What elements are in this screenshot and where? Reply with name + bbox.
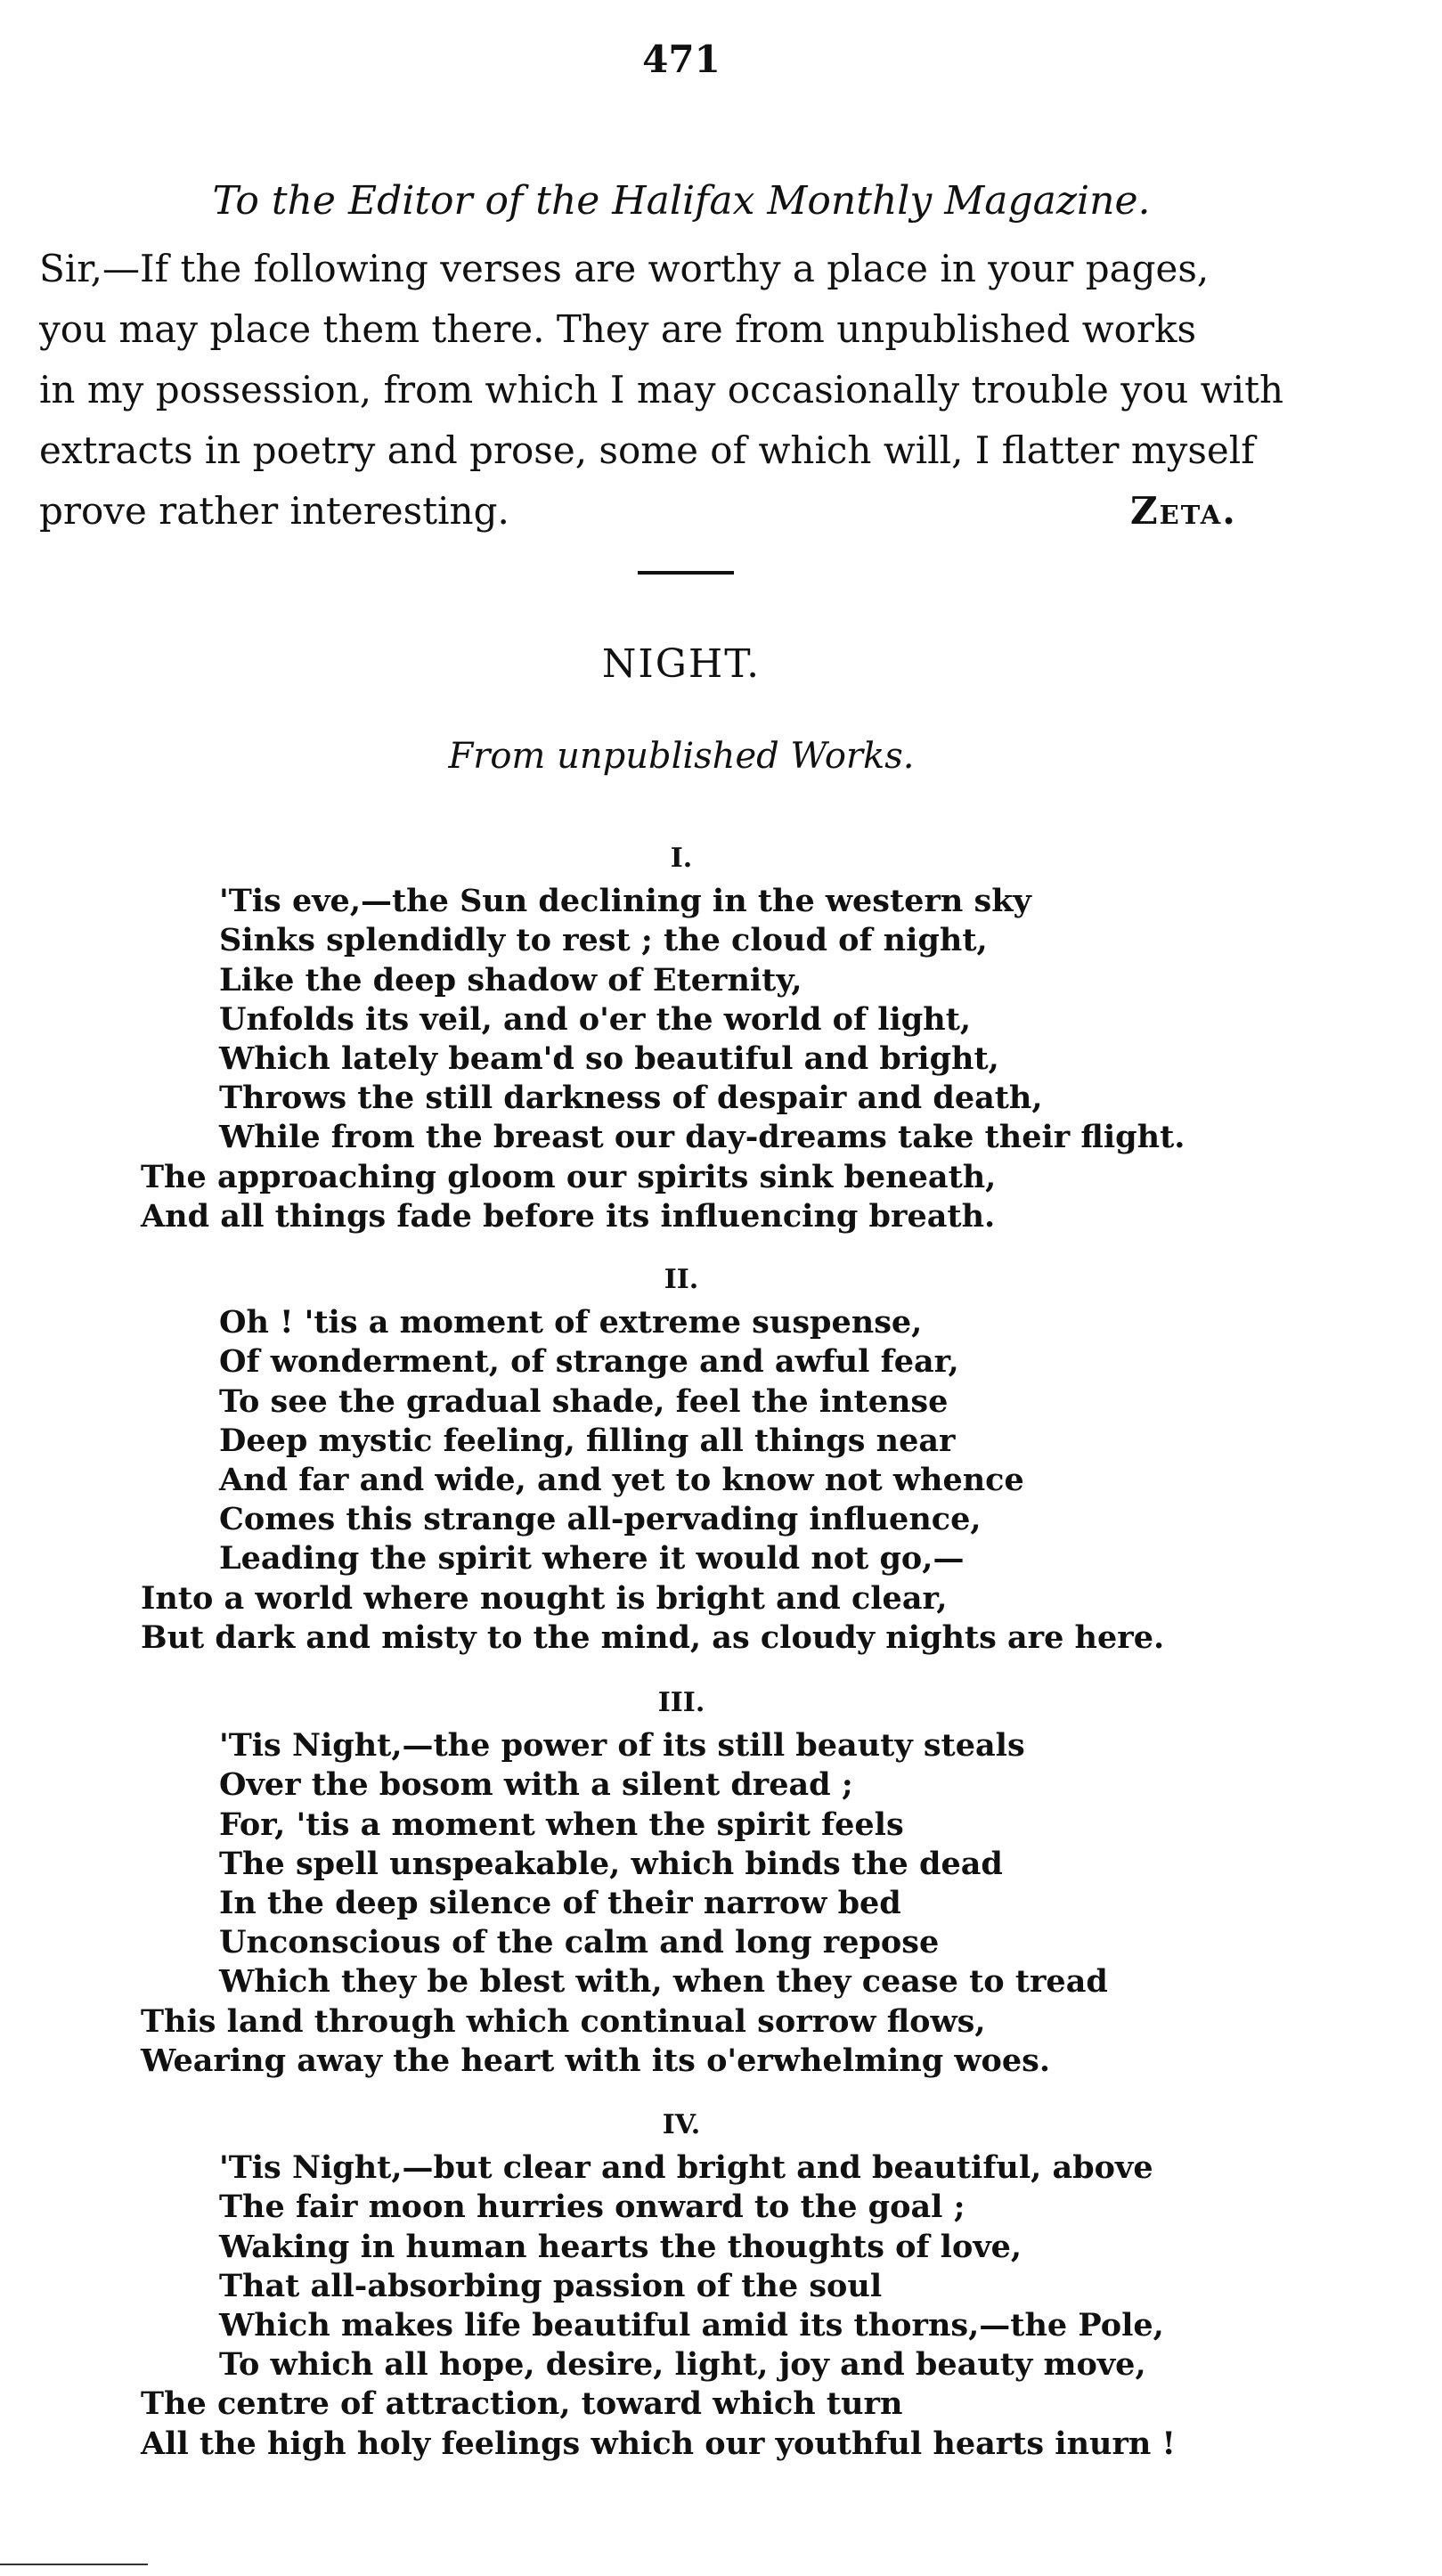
letter-signature: Zeta. — [1130, 489, 1237, 533]
poem-stanza-1 — [0, 839, 1363, 1236]
verse-line: Leading the spirit where it would not go,— — [219, 1540, 965, 1577]
verse-line: Comes this strange all-pervading influence, — [219, 1501, 982, 1538]
verse-line: In the deep silence of their narrow bed — [219, 1885, 901, 1922]
verse-line: Waking in human hearts the thoughts of love, — [219, 2228, 1022, 2265]
verse-line: Which lately beam'd so beautiful and bright, — [219, 1040, 999, 1078]
stanza-number: I. — [670, 843, 693, 874]
editor-letter — [39, 239, 1340, 542]
letter-line: in my possession, from which I may occasionally trouble you with — [39, 368, 1283, 412]
verse-line: While from the breast our day-dreams take their flight. — [219, 1119, 1185, 1156]
stanza-number: III. — [657, 1687, 705, 1718]
letter-line: prove rather interesting. — [39, 489, 509, 533]
verse-line: Into a world where nought is bright and clear, — [141, 1579, 948, 1617]
verse-line: And far and wide, and yet to know not whence — [219, 1462, 1024, 1499]
dedication-heading: To the Editor of the Halifax Monthly Magazine. — [212, 178, 1151, 224]
verse-line: Oh ! 'tis a moment of extreme suspense, — [219, 1304, 923, 1341]
section-divider — [638, 571, 734, 575]
verse-line: Unconscious of the calm and long repose — [219, 1924, 940, 1961]
verse-line: Unfolds its veil, and o'er the world of light, — [219, 1000, 972, 1038]
verse-line: The centre of attraction, toward which turn — [141, 2385, 903, 2423]
verse-line: And all things fade before its influencing breath. — [141, 1197, 996, 1235]
verse-line: To which all hope, desire, light, joy and beauty move, — [219, 2346, 1146, 2384]
poem-title: NIGHT. — [601, 641, 762, 687]
letter-line: Sir,—If the following verses are worthy a place in your pages, — [39, 247, 1210, 290]
stanza-number: IV. — [662, 2109, 701, 2140]
verse-line: This land through which continual sorrow flows, — [141, 2002, 986, 2040]
stanza-number: II. — [664, 1264, 699, 1295]
letter-line: extracts in poetry and prose, some of which will, I flatter myself — [39, 428, 1255, 472]
page-number: 471 — [642, 37, 721, 81]
verse-line: The fair moon hurries onward to the goal ; — [219, 2189, 965, 2226]
poem-subtitle: From unpublished Works. — [448, 736, 915, 777]
verse-line: Throws the still darkness of despair and death, — [219, 1080, 1043, 1117]
verse-line: The spell unspeakable, which binds the dead — [219, 1845, 1003, 1882]
verse-line: Sinks splendidly to rest ; the cloud of night, — [219, 922, 988, 959]
poem-stanza-4 — [0, 2106, 1363, 2464]
verse-line: Deep mystic feeling, filling all things near — [219, 1422, 956, 1459]
verse-line: Over the bosom with a silent dread ; — [219, 1766, 853, 1804]
verse-line: To see the gradual shade, feel the intense — [219, 1382, 949, 1420]
verse-line: 'Tis Night,—the power of its still beauty steals — [219, 1727, 1025, 1765]
verse-line: That all-absorbing passion of the soul — [219, 2267, 883, 2304]
verse-line: All the high holy feelings which our youthful hearts inurn ! — [141, 2425, 1176, 2462]
verse-line: Wearing away the heart with its o'erwhelming woes. — [141, 2042, 1051, 2079]
verse-line: But dark and misty to the mind, as cloudy nights are here. — [141, 1618, 1165, 1656]
letter-line: you may place them there. They are from unpublished works — [39, 307, 1197, 351]
poem-stanza-2 — [0, 1260, 1363, 1658]
verse-line: The approaching gloom our spirits sink beneath, — [141, 1158, 997, 1195]
page-edge-rule — [0, 2564, 148, 2565]
verse-line: Like the deep shadow of Eternity, — [219, 961, 802, 999]
poem-stanza-3 — [0, 1683, 1363, 2081]
verse-line: Which makes life beautiful amid its thorns,—the Pole, — [219, 2307, 1164, 2344]
letter-closing-row — [39, 481, 1340, 542]
verse-line: For, 'tis a moment when the spirit feels — [219, 1806, 904, 1843]
verse-line: 'Tis eve,—the Sun declining in the western sky — [219, 883, 1031, 920]
verse-line: Of wonderment, of strange and awful fear, — [219, 1343, 959, 1381]
verse-line: Which they be blest with, when they cease to tread — [219, 1963, 1108, 2001]
verse-line: 'Tis Night,—but clear and bright and beautiful, above — [219, 2149, 1153, 2187]
